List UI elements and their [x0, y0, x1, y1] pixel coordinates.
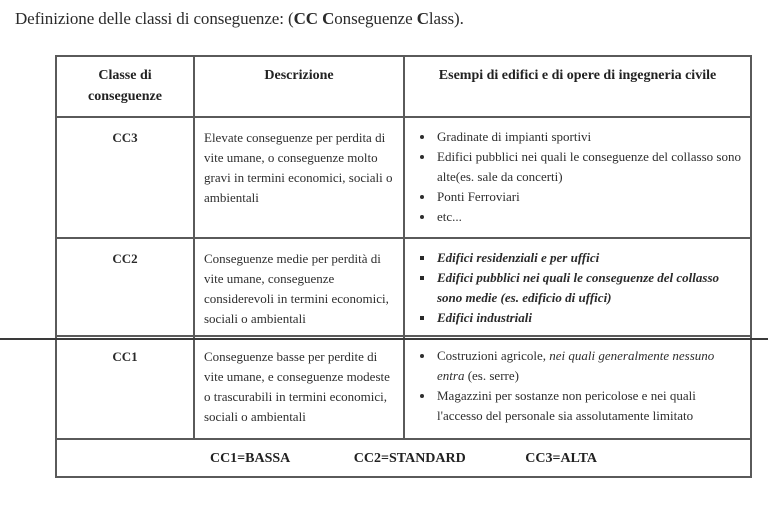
- list-item: • Edifici pubblici nei quali le conseguenze del collasso sono alte(es. sale da concerti): [435, 147, 742, 187]
- list-item-tail-text: (es. serre): [464, 368, 519, 383]
- table-header-row: [56, 56, 751, 117]
- header-description: Descrizione: [194, 56, 404, 117]
- caption-c2-initial: C: [416, 9, 429, 28]
- examples-list: [417, 127, 742, 227]
- list-item-text: Costruzioni agricole,: [437, 348, 550, 363]
- examples-list: [417, 346, 742, 426]
- legend-cc2: CC2=STANDARD: [353, 451, 466, 466]
- table-caption: [15, 9, 464, 29]
- caption-c1-initial: C: [322, 9, 335, 28]
- legend-cell: [56, 439, 751, 477]
- list-item: • Gradinate di impianti sportivi: [435, 127, 742, 147]
- list-item-italic-text: nei quali generalmente nessuno entra: [437, 348, 715, 383]
- description-cell: Conseguenze medie per perdità di vite umane, conseguenze considerevoli in termini economici, sociali o ambientali: [194, 238, 404, 336]
- caption-c1-rest: onseguenze: [334, 9, 417, 28]
- list-item: ▪ Edifici pubblici nei quali le conseguenze del collasso sono medie (es. edificio di uffici): [435, 268, 742, 308]
- horizontal-divider-line: [0, 338, 768, 340]
- header-class: Classe di conseguenze: [56, 56, 194, 117]
- list-item: ▪ Edifici residenziali e per uffici: [435, 248, 742, 268]
- table-row-cc1: [56, 336, 751, 439]
- class-cell: CC1: [56, 336, 194, 439]
- examples-list: [417, 248, 742, 328]
- table-legend-row: [56, 439, 751, 477]
- class-cell: CC3: [56, 117, 194, 238]
- list-item: • etc...: [435, 207, 742, 227]
- list-item: [435, 346, 742, 386]
- caption-prefix: Definizione delle classi di conseguenze: (: [15, 9, 294, 28]
- description-cell: Elevate conseguenze per perdita di vite umane, o conseguenze molto gravi in termini economici, sociali o ambientali: [194, 117, 404, 238]
- legend-cc3: CC3=ALTA: [525, 451, 598, 466]
- caption-cc: CC: [293, 9, 318, 28]
- list-item: ▪ Edifici industriali: [435, 308, 742, 328]
- table-row-cc2: [56, 238, 751, 336]
- table-row-cc3: [56, 117, 751, 238]
- class-cell: CC2: [56, 238, 194, 336]
- header-examples: Esempi di edifici e di opere di ingegneria civile: [404, 56, 751, 117]
- caption-c2-rest: lass).: [428, 9, 464, 28]
- list-item: • Magazzini per sostanze non pericolose e nei quali l'accesso del personale sia assolutamente limitato: [435, 386, 742, 426]
- examples-cell: [404, 336, 751, 439]
- description-cell: Conseguenze basse per perdite di vite umane, e conseguenze modeste o trascurabili in termini economici, sociali o ambientali: [194, 336, 404, 439]
- consequence-classes-table: [55, 55, 752, 478]
- examples-cell: [404, 117, 751, 238]
- list-item: • Ponti Ferroviari: [435, 187, 742, 207]
- examples-cell: [404, 238, 751, 336]
- legend-cc1: CC1=BASSA: [209, 451, 291, 466]
